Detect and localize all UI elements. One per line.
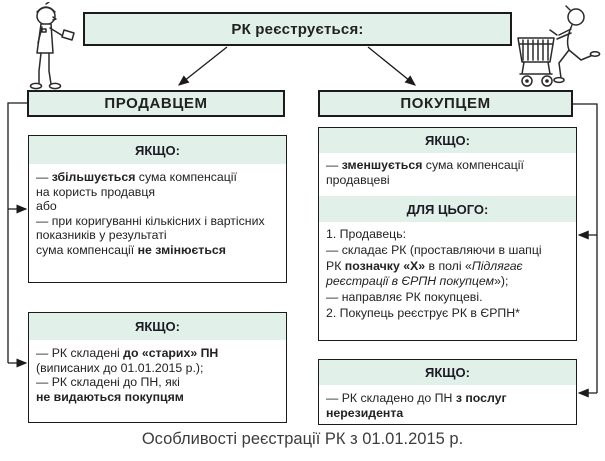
buyer-condition-box-2 xyxy=(318,359,577,425)
seller-branch-label: ПРОДАВЦЕМ xyxy=(104,95,208,112)
seller-box2-text: — РК складені до «старих» ПН (виписаних до 01.01.2015 р.); — РК складені до ПН, які не видаються покупцям xyxy=(36,346,219,404)
seller-condition-box-1 xyxy=(28,135,287,283)
diagram-title: РК реєструється: xyxy=(231,20,364,38)
buyer-box2-text: — РК складено до ПН з послуг нерезидента xyxy=(326,391,507,420)
seller-box2-heading: ЯКЩО: xyxy=(135,319,180,334)
buyer-box1-if-heading-band xyxy=(319,128,576,153)
buyer-branch-label: ПОКУПЦЕМ xyxy=(400,95,491,112)
seller-bracket-line xyxy=(8,103,27,363)
buyer-box1-for-heading: ДЛЯ ЦЬОГО: xyxy=(406,201,489,217)
arrow-to-buyer xyxy=(368,47,415,85)
seller-box1-heading-band xyxy=(29,136,286,164)
arrow-to-seller xyxy=(179,47,227,85)
seller-condition-box-2 xyxy=(28,312,287,423)
buyer-box2-heading-band xyxy=(319,360,576,385)
diagram-caption: Особливості реєстрації РК з 01.01.2015 р. xyxy=(141,430,464,448)
buyer-box1-for-text: 1. Продавець: — складає РК (проставляючи в шапці РК позначку «Х» в полі «Підлягає реєстрації в ЄРПН покупцем»); — направляє РК покупцеві. 2. Покупець реєструє РК в ЄРПН* xyxy=(326,227,542,320)
buyer-box1-if-heading: ЯКЩО: xyxy=(425,133,470,148)
buyer-branch-header xyxy=(318,90,573,117)
seller-box1-text: — збільшується сума компенсації на користь продавця або — при коригуванні кількісних і вартісних показників у результаті сума компенсації не змінюється xyxy=(36,170,265,257)
buyer-condition-box-1 xyxy=(318,127,577,341)
diagram-title-box xyxy=(83,12,512,46)
seller-branch-header xyxy=(27,90,285,117)
seller-person-icon xyxy=(8,2,82,90)
buyer-box2-heading: ЯКЩО: xyxy=(425,365,470,380)
seller-box1-heading: ЯКЩО: xyxy=(135,142,180,158)
buyer-box1-for-heading-band xyxy=(319,196,576,222)
buyer-box1-if-text: — зменшується сума компенсації продавцеві xyxy=(326,158,524,187)
buyer-cart-person-icon xyxy=(510,4,602,92)
seller-box2-heading-band xyxy=(29,313,286,340)
